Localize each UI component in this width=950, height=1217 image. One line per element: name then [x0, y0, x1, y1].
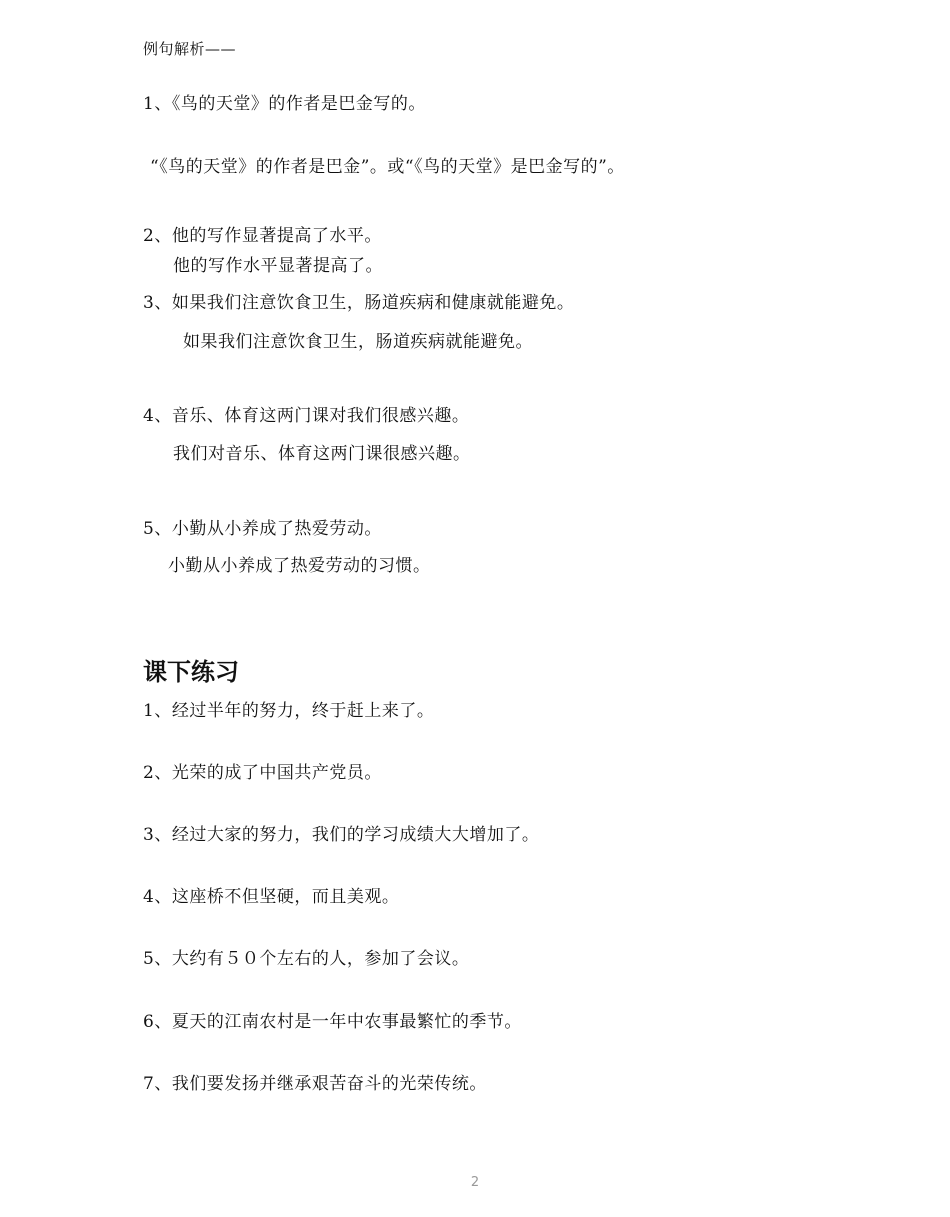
exercise-item: 2、光荣的成了中国共产党员。 — [143, 763, 382, 783]
exercise-item: 7、我们要发扬并继承艰苦奋斗的光荣传统。 — [143, 1074, 487, 1094]
exercises-heading: 课下练习 — [143, 658, 239, 686]
example-4-original: 4、音乐、体育这两门课对我们很感兴趣。 — [143, 406, 470, 426]
example-1-original: 1、《鸟的天堂》的作者是巴金写的。 — [143, 94, 426, 114]
example-5-corrected: 小勤从小养成了热爱劳动的习惯。 — [168, 556, 431, 576]
exercise-item: 3、经过大家的努力，我们的学习成绩大大增加了。 — [143, 825, 540, 845]
example-4-corrected: 我们对音乐、体育这两门课很感兴趣。 — [173, 444, 471, 464]
example-1-corrected: “《鸟的天堂》的作者是巴金”。或“《鸟的天堂》是巴金写的”。 — [150, 157, 625, 177]
exercise-item: 6、夏天的江南农村是一年中农事最繁忙的季节。 — [143, 1012, 522, 1032]
exercise-item: 4、这座桥不但坚硬，而且美观。 — [143, 887, 400, 907]
example-2-corrected: 他的写作水平显著提高了。 — [173, 256, 383, 276]
exercise-item: 5、大约有５０个左右的人，参加了会议。 — [143, 949, 470, 969]
example-3-original: 3、如果我们注意饮食卫生，肠道疾病和健康就能避免。 — [143, 293, 575, 313]
example-3-corrected: 如果我们注意饮食卫生，肠道疾病就能避免。 — [183, 332, 533, 352]
example-5-original: 5、小勤从小养成了热爱劳动。 — [143, 519, 382, 539]
example-2-original: 2、他的写作显著提高了水平。 — [143, 226, 382, 246]
exercise-item: 1、经过半年的努力，终于赶上来了。 — [143, 701, 435, 721]
section-title: 例句解析—— — [143, 40, 237, 58]
page-number: 2 — [470, 1175, 480, 1190]
